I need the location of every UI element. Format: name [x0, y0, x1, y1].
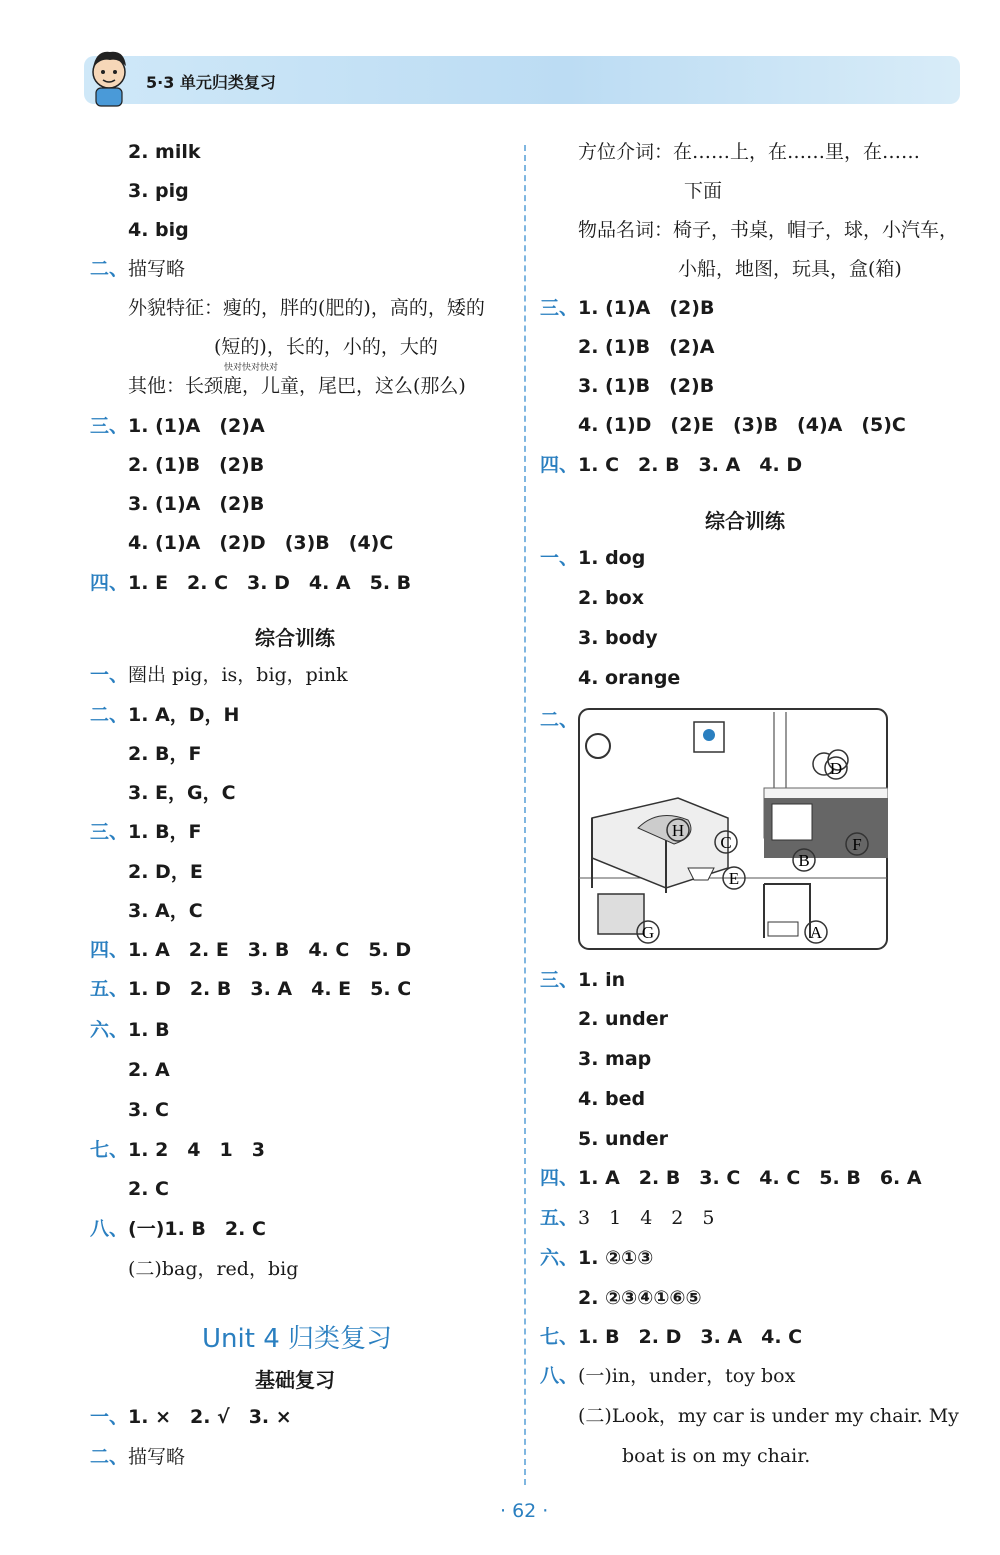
- right-line-17: 2. under: [578, 1008, 668, 1030]
- section-title-basic: 基础复习: [255, 1368, 335, 1392]
- right-line-23: 六、1. ②①③: [540, 1247, 654, 1269]
- pic-label-A: A: [809, 923, 823, 942]
- left-line-20: 3. A，C: [128, 900, 203, 922]
- left-line-25: 3. C: [128, 1099, 169, 1121]
- section-title-right: 综合训练: [705, 509, 785, 533]
- right-line-22: 五、3 1 4 2 5: [540, 1207, 715, 1229]
- left-line-32: 一、1. × 2. √ 3. ×: [90, 1406, 292, 1428]
- right-line-21: 四、1. A 2. B 3. C 4. C 5. B 6. A: [540, 1167, 922, 1189]
- left-line-9: 2. (1)B (2)B: [128, 454, 265, 476]
- right-line-19: 4. bed: [578, 1088, 646, 1110]
- left-line-5: 外貌特征：瘦的，胖的(肥的)，高的，矮的: [128, 297, 485, 319]
- right-line-2: 下面: [684, 180, 723, 202]
- clock-icon: [586, 734, 610, 758]
- right-line-26: 八、(一)in，under，toy box: [540, 1365, 796, 1387]
- left-line-14: 一、圈出 pig，is，big，pink: [90, 664, 348, 686]
- right-line-9: 四、1. C 2. B 3. A 4. D: [540, 454, 803, 476]
- left-line-10: 3. (1)A (2)B: [128, 493, 265, 515]
- right-line-25: 七、1. B 2. D 3. A 4. C: [540, 1326, 803, 1348]
- left-line-24: 2. A: [128, 1059, 170, 1081]
- right-line-16: 三、1. in: [540, 969, 626, 991]
- left-line-16: 2. B，F: [128, 743, 202, 765]
- left-line-27: 2. C: [128, 1178, 169, 1200]
- pic-label-G: G: [641, 923, 655, 942]
- right-line-3: 物品名词：椅子，书桌，帽子，球，小汽车，: [578, 219, 959, 241]
- handwritten-note: 快对快对快对: [224, 363, 279, 373]
- right-line-14: 4. orange: [578, 667, 681, 689]
- left-line-29: (二)bag，red，big: [128, 1258, 299, 1280]
- pic-label-B: B: [798, 851, 810, 870]
- right-line-13: 3. body: [578, 627, 658, 649]
- left-line-6: (短的)，长的，小的，大的: [214, 336, 438, 358]
- left-line-1: 2. milk: [128, 141, 201, 163]
- left-line-23: 六、1. B: [90, 1019, 170, 1041]
- right-line-5: 三、1. (1)A (2)B: [540, 297, 715, 319]
- page-number: · 62 ·: [500, 1500, 549, 1522]
- right-line-27: (二)Look，my car is under my chair. My: [578, 1405, 959, 1427]
- left-line-4: 二、描写略: [90, 258, 186, 280]
- left-line-19: 2. D，E: [128, 861, 203, 883]
- header-title: 5·3 单元归类复习: [146, 73, 276, 92]
- pic-label-D: D: [829, 759, 843, 778]
- left-line-28: 八、(一)1. B 2. C: [90, 1218, 266, 1240]
- left-line-7: 其他：长颈鹿，儿童，尾巴，这么(那么): [128, 375, 466, 397]
- right-line-18: 3. map: [578, 1048, 652, 1070]
- left-line-11: 4. (1)A (2)D (3)B (4)C: [128, 532, 394, 554]
- section-title-left: 综合训练: [255, 626, 335, 650]
- right-line-12: 2. box: [578, 587, 644, 609]
- toy-car-icon: [768, 922, 798, 936]
- left-line-8: 三、1. (1)A (2)A: [90, 415, 265, 437]
- right-line-6: 2. (1)B (2)A: [578, 336, 715, 358]
- right-line-15: 二、: [540, 709, 579, 731]
- right-line-24: 2. ②③④①⑥⑤: [578, 1287, 702, 1309]
- right-line-4: 小船，地图，玩具，盒(箱): [678, 258, 902, 280]
- left-line-12: 四、1. E 2. C 3. D 4. A 5. B: [90, 572, 412, 594]
- right-line-8: 4. (1)D (2)E (3)B (4)A (5)C: [578, 414, 906, 436]
- bedroom-illustration: [578, 708, 888, 950]
- left-line-26: 七、1. 2 4 1 3: [90, 1139, 265, 1161]
- unit-title: Unit 4 归类复习: [202, 1324, 392, 1354]
- right-line-7: 3. (1)B (2)B: [578, 375, 715, 397]
- left-line-15: 二、1. A，D，H: [90, 704, 240, 726]
- right-line-28: boat is on my chair.: [622, 1445, 811, 1467]
- right-line-11: 一、1. dog: [540, 547, 646, 569]
- left-line-17: 3. E，G，C: [128, 782, 236, 804]
- left-line-3: 4. big: [128, 219, 189, 241]
- column-divider: [524, 145, 526, 1485]
- left-line-21: 四、1. A 2. E 3. B 4. C 5. D: [90, 939, 412, 961]
- pic-label-F: F: [852, 835, 862, 854]
- pic-label-E: E: [728, 869, 740, 888]
- left-line-33: 二、描写略: [90, 1446, 186, 1468]
- pic-label-C: C: [720, 833, 732, 852]
- pic-label-H: H: [671, 821, 685, 840]
- left-line-22: 五、1. D 2. B 3. A 4. E 5. C: [90, 978, 412, 1000]
- left-line-18: 三、1. B，F: [90, 821, 202, 843]
- mascot-icon: [84, 44, 134, 108]
- right-line-1: 方位介词：在……上，在……里，在……: [578, 141, 921, 163]
- right-line-20: 5. under: [578, 1128, 668, 1150]
- left-line-2: 3. pig: [128, 180, 189, 202]
